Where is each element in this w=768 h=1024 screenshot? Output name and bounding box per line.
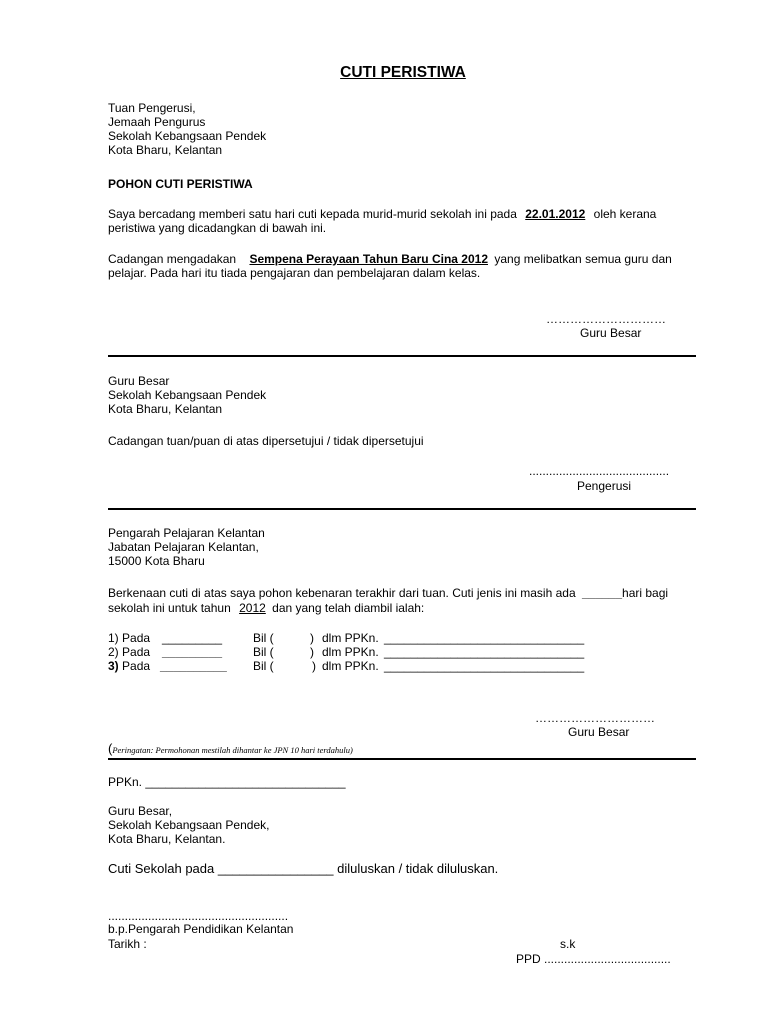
row-ppkn: dlm PPKn. [322, 645, 379, 659]
row-ppkn-line: ______________________________ [384, 659, 585, 673]
signature-dots: ………………………… [535, 711, 655, 725]
decision-statement: Cuti Sekolah pada ________________ diluluskan / tidak diluluskan. [108, 861, 499, 876]
para3-text: Berkenaan cuti di atas saya pohon kebenaran terakhir dari tuan. Cuti jenis ini masih ada [108, 586, 576, 600]
remaining-days-blank: ______ [581, 586, 623, 600]
address-line: Kota Bharu, Kelantan [108, 143, 223, 157]
leave-row [108, 631, 150, 645]
address-line: Jemaah Pengurus [108, 115, 206, 129]
para1-text: oleh kerana [593, 207, 657, 221]
row-ppkn: dlm PPKn. [322, 659, 379, 673]
ppkn-reference-line: PPKn. ______________________________ [108, 775, 346, 789]
address-line: Guru Besar [108, 374, 170, 388]
approval-statement: Cadangan tuan/puan di atas dipersetujui / tidak dipersetujui [108, 434, 424, 448]
row-ppkn: dlm PPKn. [322, 631, 379, 645]
row-bil-close: ) [310, 645, 314, 659]
event-name: Sempena Perayaan Tahun Baru Cina 2012 [249, 252, 488, 266]
row-pada: Pada [122, 631, 151, 645]
note-paren: ( [108, 741, 113, 756]
address-line: Jabatan Pelajaran Kelantan, [108, 540, 259, 554]
address-line: Kota Bharu, Kelantan. [108, 832, 226, 846]
row-number: 3) [108, 659, 119, 673]
para3-text: sekolah ini untuk tahun [108, 601, 231, 615]
para3-text: hari bagi [622, 586, 669, 600]
address-line: Sekolah Kebangsaan Pendek, [108, 818, 270, 832]
para2-text: Cadangan mengadakan [108, 252, 237, 266]
row-pada: Pada [122, 659, 151, 673]
row-bil: Bil ( [253, 645, 274, 659]
row-date-blank: _________ [162, 631, 223, 645]
paragraph-2-line-2: pelajar. Pada hari itu tiada pengajaran dan pembelajaran dalam kelas. [108, 266, 481, 280]
address-line: Guru Besar, [108, 804, 173, 818]
row-bil: Bil ( [253, 659, 274, 673]
guru-besar-address-2 [108, 804, 269, 846]
paragraph-2-line-1 [108, 252, 672, 266]
paragraph-1-line-1 [108, 207, 656, 221]
address-line: Tuan Pengerusi, [108, 101, 196, 115]
tarikh-label: Tarikh : [108, 937, 147, 951]
para3-text: dan yang telah diambil ialah: [272, 601, 425, 615]
address-line: 15000 Kota Bharu [108, 554, 205, 568]
address-line: Sekolah Kebangsaan Pendek [108, 388, 267, 402]
address-line: Kota Bharu, Kelantan [108, 402, 223, 416]
row-pada: Pada [122, 645, 151, 659]
divider [108, 355, 696, 357]
leave-row [108, 659, 150, 673]
note-paren: ) [350, 745, 353, 755]
row-date-blank: _________ [162, 645, 223, 659]
address-line: Sekolah Kebangsaan Pendek [108, 129, 267, 143]
signature-dots: ………………………… [546, 312, 666, 326]
ppd-line: PPD ...................................... [516, 952, 671, 966]
row-date-blank: __________ [160, 659, 227, 673]
page-title: CUTI PERISTIWA [340, 64, 466, 81]
signature-label-guru-besar: Guru Besar [580, 326, 642, 340]
row-ppkn-line: ______________________________ [384, 645, 585, 659]
signature-label-guru-besar: Guru Besar [568, 725, 630, 739]
bp-pengarah: b.p.Pengarah Pendidikan Kelantan [108, 922, 294, 936]
leave-row [108, 645, 150, 659]
recipient-address [108, 101, 266, 157]
signature-dots: ...................................................... [108, 909, 289, 923]
pengarah-address [108, 526, 265, 568]
address-line: Pengarah Pelajaran Kelantan [108, 526, 265, 540]
paragraph-1-line-2: peristiwa yang dicadangkan di bawah ini. [108, 221, 327, 235]
guru-besar-address [108, 374, 266, 416]
paragraph-3-line-2 [108, 601, 424, 615]
note-text: Peringatan: Permohonan mestilah dihantar ke JPN 10 hari terdahulu [112, 745, 351, 755]
reminder-note [108, 741, 353, 758]
signature-label-pengerusi: Pengerusi [577, 479, 632, 493]
para1-text: Saya bercadang memberi satu hari cuti kepada murid-murid sekolah ini pada [108, 207, 517, 221]
para2-text: yang melibatkan semua guru dan [494, 252, 672, 266]
signature-dots: .......................................... [529, 464, 670, 478]
row-bil-close: ) [310, 631, 314, 645]
year: 2012 [239, 601, 266, 615]
holiday-date: 22.01.2012 [525, 207, 586, 221]
divider [108, 508, 696, 510]
row-bil: Bil ( [253, 631, 274, 645]
row-ppkn-line: ______________________________ [384, 631, 585, 645]
paragraph-3-line-1 [108, 586, 668, 600]
subject-heading: POHON CUTI PERISTIWA [108, 177, 253, 191]
sk-label: s.k [560, 937, 576, 951]
row-bil-close: ) [312, 659, 316, 673]
row-number: 1) [108, 631, 119, 645]
divider [108, 758, 696, 760]
row-number: 2) [108, 645, 119, 659]
